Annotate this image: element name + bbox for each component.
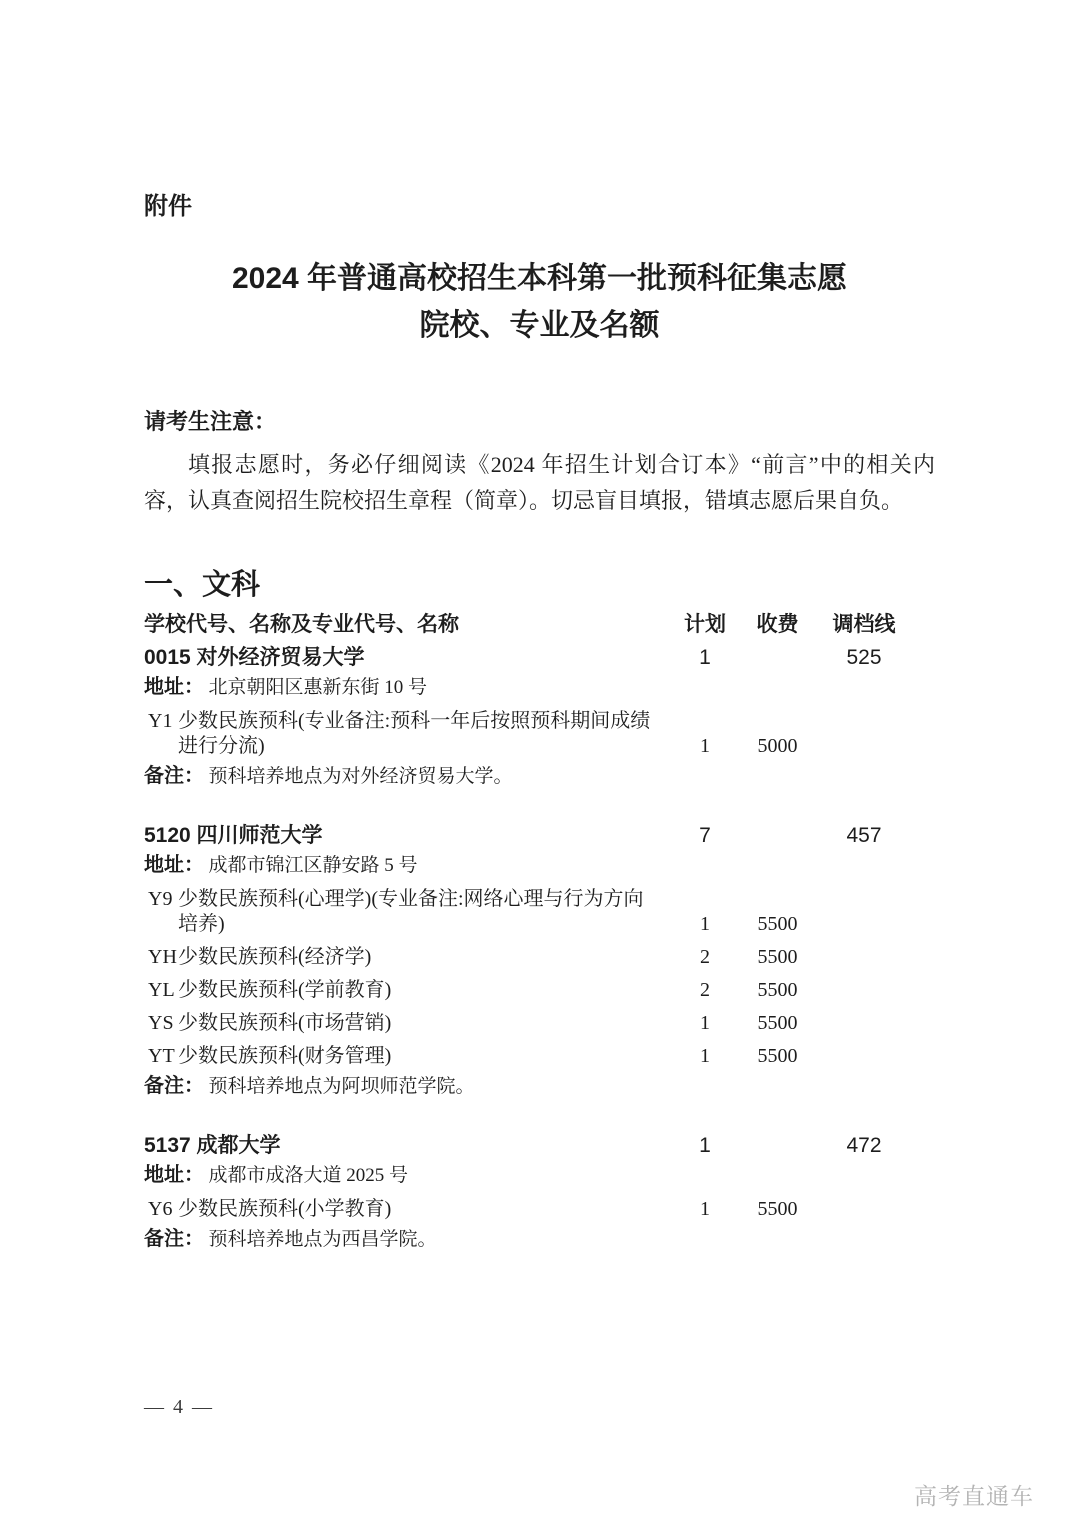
major-code: Y9 [148, 888, 173, 910]
school-row [144, 1133, 935, 1159]
major-name-cell [144, 1011, 660, 1036]
major-code: YT [148, 1045, 175, 1067]
school-code-name: 5137 成都大学 [144, 1134, 281, 1157]
major-text: 少数民族预科(心理学)(专业备注:网络心理与行为方向培养) [178, 888, 644, 935]
major-code: Y6 [148, 1198, 173, 1220]
major-text: 少数民族预科(财务管理) [178, 1045, 392, 1067]
page-number: — 4 — [144, 1396, 214, 1418]
notice-heading: 请考生注意： [144, 409, 277, 434]
note-row [144, 1075, 935, 1099]
school-cutoff: 457 [846, 824, 882, 847]
major-plan: 1 [700, 1198, 710, 1220]
major-name-cell [144, 709, 660, 759]
page-content [144, 0, 935, 1252]
major-fee: 5500 [757, 1012, 798, 1034]
major-name-cell [144, 1197, 660, 1222]
major-plan: 1 [700, 913, 710, 935]
major-text: 少数民族预科(市场营销) [178, 1012, 392, 1034]
school-plan: 7 [699, 824, 711, 847]
address-label: 地址： [144, 676, 204, 698]
attachment-label: 附件 [144, 193, 192, 220]
major-code: YL [148, 979, 175, 1001]
major-text: 少数民族预科(专业备注:预科一年后按照预科期间成绩进行分流) [178, 710, 651, 757]
major-plan: 1 [700, 1012, 710, 1034]
school-cutoff: 472 [846, 1134, 882, 1157]
column-header-plan: 计划 [684, 613, 726, 636]
school-block [144, 645, 935, 789]
major-fee: 5000 [757, 735, 798, 757]
address-text: 北京朝阳区惠新东街 10 号 [208, 677, 427, 698]
table-header-row [144, 613, 935, 637]
major-name-cell [144, 887, 660, 937]
school-cutoff: 525 [846, 646, 882, 669]
column-header-cutoff: 调档线 [832, 613, 896, 636]
major-plan: 1 [700, 1045, 710, 1067]
document-title-line2: 院校、专业及名额 [419, 309, 660, 342]
address-row [144, 675, 935, 701]
school-row [144, 645, 935, 671]
note-label: 备注： [144, 1075, 204, 1097]
school-code-name: 0015 对外经济贸易大学 [144, 646, 365, 669]
major-name-cell [144, 1044, 660, 1069]
school-block [144, 1133, 935, 1252]
address-row [144, 1163, 935, 1189]
major-fee: 5500 [757, 979, 798, 1001]
note-label: 备注： [144, 1228, 204, 1250]
major-row [144, 1011, 935, 1036]
watermark-logo: 高考直通车 [914, 1483, 1034, 1509]
column-header-fee: 收费 [756, 613, 799, 636]
major-code: Y1 [148, 710, 173, 732]
major-name-cell [144, 978, 660, 1003]
note-text: 预科培养地点为西昌学院。 [208, 1229, 437, 1250]
address-label: 地址： [144, 854, 204, 876]
major-code: YS [148, 1012, 174, 1034]
major-row [144, 887, 935, 937]
major-fee: 5500 [757, 946, 798, 968]
school-plan: 1 [699, 646, 711, 669]
major-name-cell [144, 945, 660, 970]
note-text: 预科培养地点为阿坝师范学院。 [208, 1076, 475, 1097]
major-text: 少数民族预科(经济学) [178, 946, 372, 968]
major-row [144, 709, 935, 759]
document-title-line1: 2024 年普通高校招生本科第一批预科征集志愿 [231, 262, 848, 295]
major-row [144, 1044, 935, 1069]
note-row [144, 765, 935, 789]
school-plan: 1 [699, 1134, 711, 1157]
address-row [144, 853, 935, 879]
document-title [144, 255, 935, 349]
major-row [144, 978, 935, 1003]
major-row [144, 945, 935, 970]
major-row [144, 1197, 935, 1222]
major-plan: 2 [700, 979, 710, 1001]
section-title-liberal-arts: 一、文科 [144, 569, 261, 601]
major-plan: 1 [700, 735, 710, 757]
major-fee: 5500 [757, 913, 798, 935]
major-fee: 5500 [757, 1045, 798, 1067]
address-label: 地址： [144, 1164, 204, 1186]
major-text: 少数民族预科(小学教育) [178, 1198, 392, 1220]
address-text: 成都市成洛大道 2025 号 [208, 1165, 408, 1186]
major-code: YH [148, 946, 177, 968]
note-row [144, 1228, 935, 1252]
school-code-name: 5120 四川师范大学 [144, 824, 323, 847]
major-text: 少数民族预科(学前教育) [178, 979, 392, 1001]
major-plan: 2 [700, 946, 710, 968]
address-text: 成都市锦江区静安路 5 号 [208, 855, 418, 876]
school-block [144, 823, 935, 1099]
major-fee: 5500 [757, 1198, 798, 1220]
note-text: 预科培养地点为对外经济贸易大学。 [208, 766, 513, 787]
note-label: 备注： [144, 765, 204, 787]
column-header-name: 学校代号、名称及专业代号、名称 [144, 613, 459, 636]
school-row [144, 823, 935, 849]
notice-body: 填报志愿时，务必仔细阅读《2024 年招生计划合订本》“前言”中的相关内容，认真查阅招生院校招生章程（简章）。切忌盲目填报，错填志愿后果自负。 [144, 452, 935, 513]
